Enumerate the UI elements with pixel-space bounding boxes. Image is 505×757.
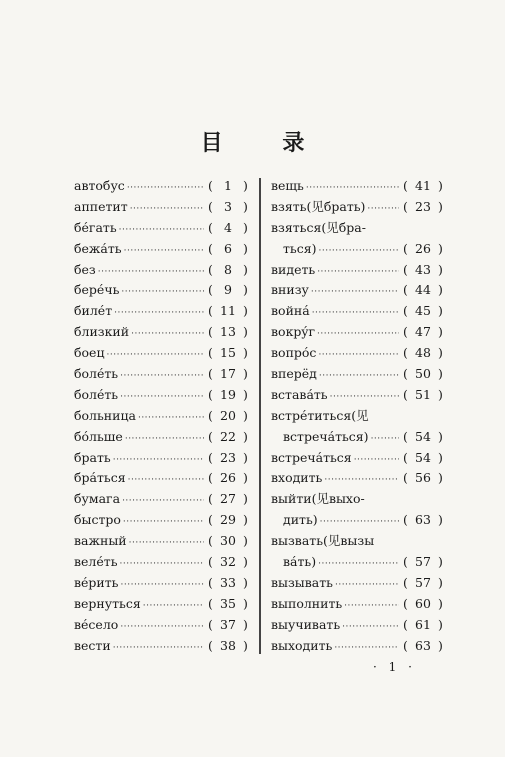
toc-entry-page: ( 32 ) <box>206 552 250 573</box>
toc-entry-word: вáть) <box>283 554 317 570</box>
leader-dots <box>127 178 204 199</box>
toc-entry-page-value: 61 <box>415 616 431 632</box>
toc-left-column <box>74 176 250 656</box>
toc-entry-page-value: 30 <box>220 533 236 549</box>
toc-entry-word: вокрýг <box>271 324 315 340</box>
leader-dots <box>318 241 399 262</box>
toc-entry-page-value: 22 <box>220 428 236 444</box>
toc-entry-word: болéть <box>74 386 119 402</box>
toc-entry-page: ( 9 ) <box>206 280 250 301</box>
toc-entry-word: ться) <box>283 240 317 256</box>
leader-dots <box>120 617 204 638</box>
leader-dots <box>121 282 204 303</box>
toc-entry <box>74 448 250 469</box>
toc-entry-page: ( 3 ) <box>206 197 250 218</box>
toc-entry-page-value: 9 <box>224 282 232 298</box>
leader-dots <box>113 638 204 659</box>
toc-entry <box>74 489 250 510</box>
leader-dots <box>114 303 204 324</box>
toc-entry-page: ( 13 ) <box>206 322 250 343</box>
toc-entry-page-value: 27 <box>220 491 236 507</box>
toc-entry-page: ( 20 ) <box>206 406 250 427</box>
toc-entry <box>271 531 445 552</box>
leader-dots <box>306 178 399 199</box>
leader-dots <box>125 429 204 450</box>
toc-entry-page: ( 22 ) <box>206 427 250 448</box>
toc-entry-page-value: 13 <box>220 324 236 340</box>
toc-entry-page: ( 37 ) <box>206 615 250 636</box>
leader-dots <box>124 241 204 262</box>
toc-right-column <box>271 176 445 656</box>
leader-dots <box>371 429 399 450</box>
toc-entry <box>271 594 445 615</box>
toc-entry-page-value: 35 <box>220 595 236 611</box>
toc-entry-page-value: 17 <box>220 366 236 382</box>
toc-entry-page-value: 23 <box>220 449 236 465</box>
toc-entry-page-value: 20 <box>220 407 236 423</box>
toc-entry-word: выполнить <box>271 595 343 611</box>
toc-entry-page-value: 1 <box>224 178 232 193</box>
toc-entry-word: внизу <box>271 282 309 298</box>
toc-entry <box>271 322 445 343</box>
toc-entry-page: ( 35 ) <box>206 594 250 615</box>
page-title: 目 录 <box>200 130 331 156</box>
toc-entry <box>271 406 445 427</box>
toc-entry-page-value: 45 <box>415 303 431 319</box>
toc-entry-page: ( 57 ) <box>401 573 445 594</box>
toc-entry-word: важный <box>74 533 127 549</box>
toc-entry-page: ( 44 ) <box>401 280 445 301</box>
toc-entry-word: выйти(见выхо- <box>271 491 365 507</box>
toc-entry-page-value: 57 <box>415 554 431 570</box>
toc-entry <box>271 573 445 594</box>
leader-dots <box>121 575 205 596</box>
toc-entry-page: ( 19 ) <box>206 385 250 406</box>
toc-entry-page-value: 26 <box>220 470 236 486</box>
leader-dots <box>319 366 399 387</box>
leader-dots <box>324 470 399 491</box>
leader-dots <box>342 617 399 638</box>
toc-entry-page: ( 8 ) <box>206 260 250 281</box>
leader-dots <box>131 324 204 345</box>
toc-entry-word: встречáться) <box>283 428 369 444</box>
toc-entry <box>74 239 250 260</box>
toc-entry-page: ( 26 ) <box>206 468 250 489</box>
toc-entry-page: ( 61 ) <box>401 615 445 636</box>
leader-dots <box>320 512 399 533</box>
toc-entry <box>74 343 250 364</box>
toc-entry-page-value: 38 <box>220 637 236 653</box>
toc-entry-word: близкий <box>74 324 130 340</box>
toc-entry-page-value: 4 <box>224 219 232 235</box>
toc-entry-page-value: 6 <box>224 240 232 256</box>
toc-entry-word: вещь <box>271 178 304 193</box>
toc-entry-word: боец <box>74 345 105 361</box>
toc-entry <box>271 489 445 510</box>
toc-entry <box>271 615 445 636</box>
toc-entry-page: ( 51 ) <box>401 385 445 406</box>
toc-entry-page: ( 29 ) <box>206 510 250 531</box>
toc-entry <box>271 552 445 573</box>
toc-entry-page: ( 48 ) <box>401 343 445 364</box>
toc-entry-page-value: 29 <box>220 512 236 528</box>
toc-entry-page: ( 54 ) <box>401 427 445 448</box>
toc-entry-word: вставáть <box>271 386 328 402</box>
toc-entry-word: бежáть <box>74 240 122 256</box>
toc-entry <box>271 239 445 260</box>
leader-dots <box>318 554 399 575</box>
leader-dots <box>334 638 399 659</box>
leader-dots <box>120 554 205 575</box>
leader-dots <box>335 575 399 596</box>
toc-entry-page-value: 57 <box>415 574 431 590</box>
toc-entry-page-value: 32 <box>220 554 236 570</box>
toc-entry-word: дить) <box>283 512 318 528</box>
toc-entry-word: вперёд <box>271 366 317 382</box>
leader-dots <box>107 345 205 366</box>
toc-entry-page: ( 38 ) <box>206 636 250 657</box>
leader-dots <box>312 303 399 324</box>
toc-entry-page-value: 11 <box>220 303 236 319</box>
toc-entry-page-value: 60 <box>415 595 431 611</box>
toc-entry-page-value: 47 <box>415 324 431 340</box>
toc-entry <box>271 427 445 448</box>
leader-dots <box>354 450 399 471</box>
toc-entry-page-value: 37 <box>220 616 236 632</box>
leader-dots <box>138 408 204 429</box>
toc-entry <box>271 343 445 364</box>
leader-dots <box>128 470 204 491</box>
toc-entry <box>74 176 250 197</box>
toc-entry-word: болéть <box>74 366 119 382</box>
toc-entry-page-value: 63 <box>415 512 431 528</box>
leader-dots <box>143 596 204 617</box>
toc-entry <box>74 218 250 239</box>
toc-entry-word: аппетит <box>74 198 128 214</box>
toc-entry-page-value: 3 <box>224 198 232 214</box>
leader-dots <box>113 450 204 471</box>
toc-entry <box>74 531 250 552</box>
toc-entry <box>74 322 250 343</box>
toc-entry-word: бóльше <box>74 428 123 444</box>
toc-entry-page: ( 4 ) <box>206 218 250 239</box>
toc-entry-word: видеть <box>271 261 316 277</box>
toc-entry-page-value: 43 <box>415 261 431 277</box>
leader-dots <box>344 596 399 617</box>
toc-entry <box>271 448 445 469</box>
toc-entry-word: вопрóс <box>271 345 317 361</box>
toc-entry <box>271 260 445 281</box>
leader-dots <box>318 345 399 366</box>
toc-entry-page: ( 15 ) <box>206 343 250 364</box>
toc-entry <box>74 364 250 385</box>
page-number: · 1 · <box>373 660 416 674</box>
toc-entry-page: ( 60 ) <box>401 594 445 615</box>
toc-entry-word: бéгать <box>74 219 117 235</box>
toc-entry <box>74 385 250 406</box>
toc-entry-page-value: 41 <box>415 178 431 193</box>
toc-entry <box>74 427 250 448</box>
toc-entry-word: берéчь <box>74 282 120 298</box>
toc-entry <box>271 385 445 406</box>
toc-entry-word: быстро <box>74 512 121 528</box>
toc-entry-word: велéть <box>74 554 118 570</box>
toc-entry-page-value: 56 <box>415 470 431 486</box>
toc-entry-page: ( 33 ) <box>206 573 250 594</box>
leader-dots <box>130 199 204 220</box>
toc-entry-page-value: 54 <box>415 428 431 444</box>
toc-entry-page: ( 1 ) <box>206 176 250 197</box>
toc-entry-page: ( 27 ) <box>206 489 250 510</box>
toc-entry-page: ( 57 ) <box>401 552 445 573</box>
toc-entry-page-value: 8 <box>224 261 232 277</box>
leader-dots <box>330 387 399 408</box>
toc-entry <box>74 573 250 594</box>
toc-entry <box>271 176 445 197</box>
toc-entry <box>74 197 250 218</box>
toc-entry <box>74 636 250 657</box>
toc-entry-word: брáться <box>74 470 126 486</box>
toc-entry-word: билéт <box>74 303 113 319</box>
leader-dots <box>317 324 399 345</box>
toc-entry <box>74 594 250 615</box>
toc-entry-page: ( 17 ) <box>206 364 250 385</box>
toc-entry-word: вызвать(见вызы <box>271 533 375 549</box>
toc-entry-word: автобус <box>74 178 125 193</box>
toc-entry-word: входить <box>271 470 323 486</box>
toc-entry-page: ( 50 ) <box>401 364 445 385</box>
toc-entry-page: ( 30 ) <box>206 531 250 552</box>
toc-entry-page: ( 43 ) <box>401 260 445 281</box>
leader-dots <box>120 366 204 387</box>
toc-entry-page-value: 54 <box>415 449 431 465</box>
toc-entry-word: войнá <box>271 303 310 319</box>
toc-entry-word: больница <box>74 407 136 423</box>
toc-entry-word: взяться(见бра- <box>271 219 366 235</box>
toc-entry-page: ( 54 ) <box>401 448 445 469</box>
toc-entry <box>74 280 250 301</box>
toc-entry-word: встречáться <box>271 449 352 465</box>
toc-entry <box>271 364 445 385</box>
toc-entry <box>74 406 250 427</box>
toc-entry-page-value: 19 <box>220 386 236 402</box>
toc-entry <box>74 468 250 489</box>
toc-entry <box>74 552 250 573</box>
toc-entry-page-value: 33 <box>220 574 236 590</box>
toc-entry-page: ( 56 ) <box>401 468 445 489</box>
leader-dots <box>367 199 399 220</box>
toc-entry-page: ( 45 ) <box>401 301 445 322</box>
toc-entry <box>271 197 445 218</box>
leader-dots <box>123 512 204 533</box>
toc-entry-page: ( 11 ) <box>206 301 250 322</box>
toc-entry-page-value: 15 <box>220 345 236 361</box>
toc-entry <box>271 280 445 301</box>
toc-entry <box>74 510 250 531</box>
leader-dots <box>119 220 204 241</box>
leader-dots <box>317 262 399 283</box>
toc-entry-page: ( 63 ) <box>401 510 445 531</box>
toc-entry-page: ( 47 ) <box>401 322 445 343</box>
toc-entry-page: ( 6 ) <box>206 239 250 260</box>
leader-dots <box>98 262 204 283</box>
toc-entry <box>271 510 445 531</box>
toc-entry-word: брать <box>74 449 111 465</box>
toc-entry-word: вéрить <box>74 574 119 590</box>
toc-entry-page: ( 63 ) <box>401 636 445 657</box>
toc-entry <box>271 468 445 489</box>
leader-dots <box>129 533 204 554</box>
toc-entry-word: выучивать <box>271 616 341 632</box>
toc-entry-page: ( 41 ) <box>401 176 445 197</box>
toc-entry <box>271 301 445 322</box>
column-divider <box>259 178 261 654</box>
leader-dots <box>120 387 204 408</box>
toc-entry <box>74 615 250 636</box>
leader-dots <box>311 282 399 303</box>
toc-entry-word: выходить <box>271 637 333 653</box>
toc-entry-page: ( 23 ) <box>401 197 445 218</box>
toc-entry <box>74 301 250 322</box>
toc-entry-word: вести <box>74 637 111 653</box>
toc-entry-word: без <box>74 261 96 277</box>
toc-entry-word: вéсело <box>74 616 119 632</box>
toc-entry-word: встрéтиться(见 <box>271 407 369 423</box>
toc-entry <box>271 636 445 657</box>
toc-entry-word: бумага <box>74 491 121 507</box>
toc-entry-page-value: 63 <box>415 637 431 653</box>
toc-entry-word: взять(见брать) <box>271 198 366 214</box>
leader-dots <box>122 491 204 512</box>
toc-entry-page-value: 48 <box>415 345 431 361</box>
toc-entry-page-value: 44 <box>415 282 431 298</box>
toc-entry-page-value: 50 <box>415 366 431 382</box>
toc-entry-page: ( 26 ) <box>401 239 445 260</box>
toc-entry-page-value: 51 <box>415 386 431 402</box>
toc-entry <box>74 260 250 281</box>
toc-entry-word: вернуться <box>74 595 141 611</box>
toc-entry <box>271 218 445 239</box>
toc-entry-page-value: 23 <box>415 198 431 214</box>
toc-entry-page-value: 26 <box>415 240 431 256</box>
toc-entry-word: вызывать <box>271 574 333 590</box>
toc-entry-page: ( 23 ) <box>206 448 250 469</box>
